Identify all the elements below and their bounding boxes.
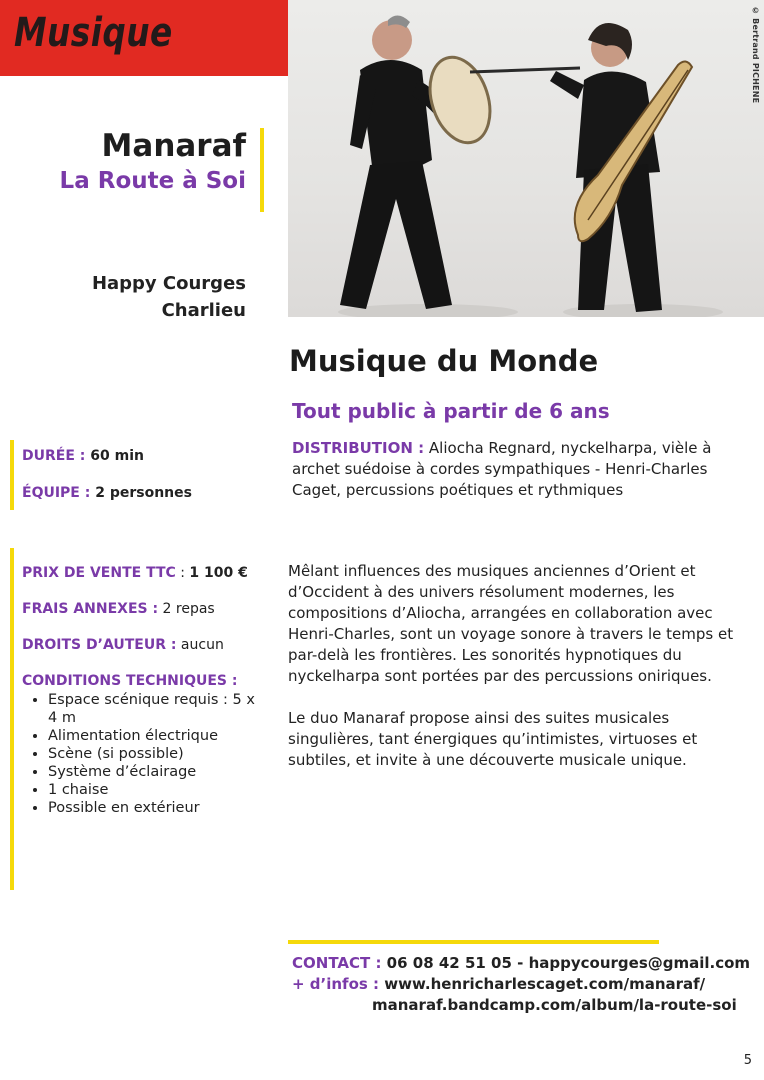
- duration-line: [22, 448, 144, 464]
- tech-list: [22, 691, 258, 817]
- price-value: 1 100 €: [189, 565, 248, 581]
- contact-label: CONTACT :: [292, 954, 382, 972]
- pricing-accent-bar: [10, 548, 14, 890]
- performers-photo: [288, 0, 764, 317]
- fees-value: 2 repas: [158, 601, 215, 617]
- tech-item: • Espace scénique requis : 5 x 4 m: [48, 691, 258, 727]
- performers-illustration: [288, 0, 764, 317]
- rights-value: aucun: [176, 637, 224, 653]
- contact-value: 06 08 42 51 05 - happycourges@gmail.com: [381, 954, 751, 972]
- tech-item: • Alimentation électrique: [48, 727, 258, 745]
- distribution-value: Aliocha Regnard, nyckelharpa, vièle à archet suédoise à cordes sympathiques - Henri-Charles Caget, percussions poétiques et rythmiques: [292, 439, 712, 499]
- fees-label: FRAIS ANNEXES :: [22, 601, 159, 617]
- contact-accent-bar: [288, 940, 659, 944]
- title-accent-bar: [260, 128, 264, 212]
- organizer-name: Happy Courges: [91, 273, 246, 294]
- infos-line: [292, 974, 750, 995]
- rights-label: DROITS D’AUTEUR :: [22, 637, 177, 653]
- category-title: Musique: [14, 10, 173, 56]
- rights-line: [22, 637, 224, 653]
- website-link[interactable]: www.henricharlescaget.com/manaraf/: [379, 975, 706, 993]
- description: [288, 561, 738, 792]
- genre-heading: Musique du Monde: [289, 344, 599, 378]
- team-value: 2 personnes: [90, 485, 192, 501]
- tech-conditions: [22, 673, 258, 817]
- tech-item: • 1 chaise: [48, 781, 258, 799]
- fees-line: [22, 601, 215, 617]
- distribution-label: DISTRIBUTION :: [292, 439, 425, 457]
- duration-label: DURÉE :: [22, 448, 86, 464]
- description-paragraph-2: Le duo Manaraf propose ainsi des suites musicales singulières, tant énergiques qu’intimistes, virtuoses et subtiles, et invite à une découverte musicale unique.: [288, 709, 698, 769]
- price-line: [22, 565, 248, 581]
- organizer: [92, 270, 246, 324]
- photo-credit: © Bertrand PICHENE: [751, 6, 760, 104]
- contact-block: [292, 953, 750, 1016]
- show-name: Manaraf: [101, 128, 246, 164]
- price-separator: :: [175, 565, 190, 581]
- description-paragraph-1: Mêlant influences des musiques anciennes d’Orient et d’Occident à des univers résolument modernes, les compositions d’Aliocha, arrangées en collaboration avec Henri-Charles, sont un voyage sonore à travers le temps et par-delà les frontières. Les sonorités hypnotiques du nyckelharpa sont portées par des percussions oniriques.: [288, 562, 734, 685]
- info-accent-bar: [10, 440, 14, 510]
- team-line: [22, 485, 192, 501]
- organizer-city: Charlieu: [161, 300, 246, 321]
- bandcamp-link[interactable]: manaraf.bandcamp.com/album/la-route-soi: [372, 996, 737, 1014]
- infos-line-2: [292, 995, 750, 1016]
- tech-label: CONDITIONS TECHNIQUES :: [22, 673, 238, 689]
- infos-label: + d’infos :: [292, 975, 380, 993]
- tech-item: • Scène (si possible): [48, 745, 258, 763]
- show-subtitle: La Route à Soi: [59, 168, 246, 194]
- tech-item: • Possible en extérieur: [48, 799, 258, 817]
- page-number: 5: [743, 1053, 752, 1068]
- tech-item: • Système d’éclairage: [48, 763, 258, 781]
- distribution-text: [292, 438, 742, 501]
- team-label: ÉQUIPE :: [22, 485, 91, 501]
- price-label: PRIX DE VENTE TTC: [22, 565, 176, 581]
- contact-line: [292, 953, 750, 974]
- audience-heading: Tout public à partir de 6 ans: [292, 399, 610, 423]
- duration-value: 60 min: [85, 448, 144, 464]
